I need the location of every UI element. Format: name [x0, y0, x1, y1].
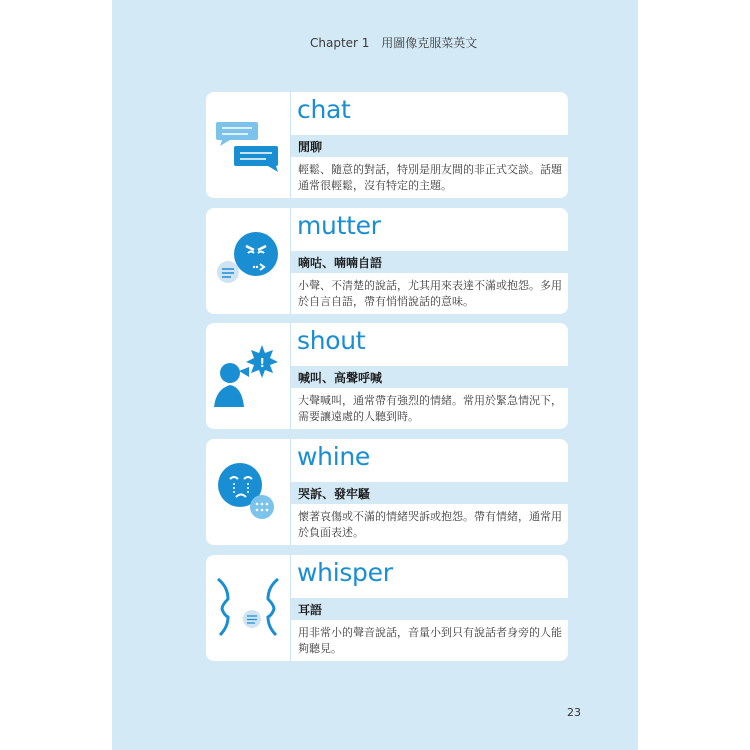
vocab-description: 小聲、不清楚的說話，尤其用來表達不滿或抱怨。多用於自言自語，帶有悄悄說話的意味。 [298, 279, 562, 308]
vocab-description: 懷著哀傷或不滿的情緒哭訴或抱怨。帶有情緒，通常用於負面表述。 [298, 510, 562, 539]
vocab-description: 用非常小的聲音說話，音量小到只有說話者身旁的人能夠聽見。 [298, 626, 562, 655]
vocab-word: whisper [297, 558, 393, 587]
page-number: 23 [567, 706, 581, 719]
grumbling-face-icon [206, 208, 291, 314]
meaning-band [291, 366, 568, 388]
vocab-word: mutter [297, 211, 381, 240]
crying-face-icon [206, 439, 291, 545]
vocab-card-shout [206, 323, 568, 429]
svg-text:!: ! [259, 356, 265, 370]
vocab-description: 大聲喊叫，通常帶有強烈的情緒。常用於緊急情況下，需要讓遠處的人聽到時。 [298, 394, 562, 423]
meaning-band [291, 598, 568, 620]
vocab-meaning: 哭訴、發牢騷 [298, 487, 371, 501]
whispering-faces-icon [206, 555, 291, 661]
vocab-word: whine [297, 442, 370, 471]
vocab-meaning: 閒聊 [298, 140, 323, 154]
vocab-card-mutter [206, 208, 568, 314]
vocab-meaning: 耳語 [298, 603, 323, 617]
vocab-meaning: 嘀咕、喃喃自語 [298, 256, 383, 270]
chat-bubbles-icon [206, 92, 291, 198]
vocab-meaning: 喊叫、高聲呼喊 [298, 371, 383, 385]
meaning-band [291, 135, 568, 157]
vocab-word: shout [297, 326, 366, 355]
meaning-band [291, 482, 568, 504]
vocab-description: 輕鬆、隨意的對話，特別是朋友間的非正式交談。話題通常很輕鬆，沒有特定的主題。 [298, 163, 562, 192]
running-header [310, 34, 590, 51]
shouting-person-icon [206, 323, 291, 429]
vocab-card-chat [206, 92, 568, 198]
meaning-band [291, 251, 568, 273]
chapter-title: 用圖像克服菜英文 [381, 36, 478, 50]
chapter-label: Chapter 1 [310, 36, 370, 50]
vocab-card-whisper [206, 555, 568, 661]
vocab-card-whine [206, 439, 568, 545]
vocab-word: chat [297, 95, 351, 124]
